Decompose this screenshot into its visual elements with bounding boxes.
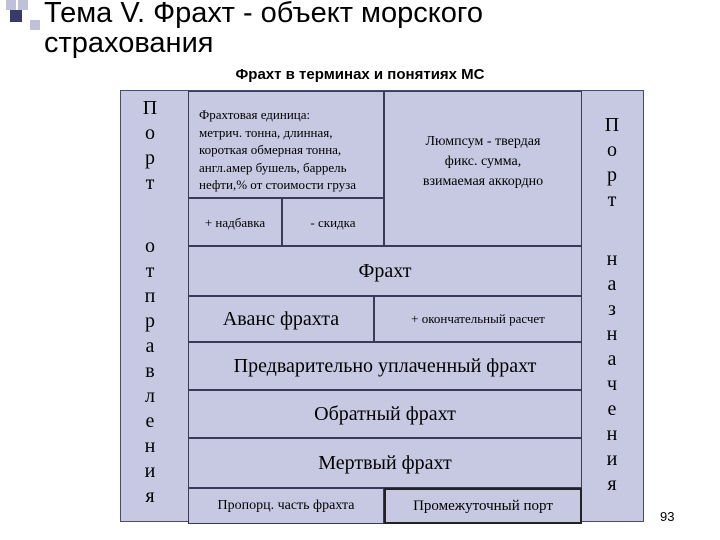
- freight-unit-line: метрич. тонна, длинная,: [199, 124, 333, 140]
- letter: в: [145, 360, 155, 382]
- dead-freight-box: [188, 438, 582, 488]
- return-freight-box: [188, 390, 582, 438]
- pro-rata-box: [188, 488, 384, 524]
- letter: а: [607, 273, 617, 295]
- advance-label: Аванс фрахта: [222, 307, 340, 330]
- letter: т: [145, 260, 155, 282]
- pro-rata-label: Пропорц. часть фрахта: [217, 498, 355, 513]
- letter: з: [608, 298, 616, 320]
- letter: П: [604, 114, 620, 136]
- letter: н: [606, 423, 618, 445]
- letter: н: [144, 435, 156, 457]
- title-line-2: страхования: [44, 27, 214, 59]
- letter: т: [607, 189, 617, 211]
- letter: я: [607, 473, 617, 495]
- intermediate-port-box: [384, 488, 582, 524]
- letter: р: [145, 310, 155, 332]
- final-settlement-label: + окончательный расчет: [411, 311, 545, 326]
- letter: я: [145, 485, 155, 507]
- bullet-icon: [10, 10, 22, 22]
- left-origin-label: [130, 234, 170, 509]
- letter: п: [144, 285, 156, 307]
- letter: р: [607, 164, 617, 186]
- letter: а: [607, 348, 617, 370]
- letter: ч: [606, 373, 618, 395]
- header-deco-square: [6, 0, 16, 10]
- left-port-label: [130, 96, 170, 196]
- letter: о: [145, 122, 155, 144]
- prepaid-freight-box: [188, 342, 582, 390]
- freight-unit-line: нефти,% от стоимости груза: [199, 177, 357, 192]
- freight-box: [188, 246, 582, 296]
- page-title: [44, 0, 483, 58]
- dead-freight-label: Мертвый фрахт: [318, 451, 452, 474]
- advance-box: [188, 296, 374, 342]
- lumpsum-box: [384, 91, 582, 246]
- freight-unit-line: короткая обмерная тонна,: [199, 142, 342, 157]
- letter: л: [145, 385, 155, 407]
- lumpsum-line: взимаемая аккордно: [422, 173, 544, 189]
- letter: н: [606, 323, 618, 345]
- intermediate-port-label: Промежуточный порт: [413, 497, 553, 514]
- page-number: 93: [660, 509, 675, 524]
- letter: а: [145, 335, 155, 357]
- discount-label: - скидка: [310, 215, 356, 230]
- final-settlement-box: [374, 296, 582, 342]
- letter: т: [145, 172, 155, 194]
- letter: е: [607, 398, 617, 420]
- return-freight-label: Обратный фрахт: [314, 402, 456, 425]
- lumpsum-line: фикс. сумма,: [444, 153, 522, 169]
- header-deco-square: [18, 0, 28, 10]
- discount-box: [282, 198, 384, 246]
- letter: и: [144, 460, 156, 482]
- header-deco-square: [30, 20, 40, 30]
- freight-unit-box: [188, 91, 384, 198]
- surcharge-box: [188, 198, 282, 246]
- letter: е: [145, 410, 155, 432]
- freight-label: Фрахт: [358, 259, 412, 282]
- prepaid-freight-label: Предварительно уплаченный фрахт: [233, 354, 537, 377]
- right-destination-label: [592, 247, 632, 497]
- freight-unit-line: Фрахтовая единица:: [199, 107, 311, 122]
- title-line-1: Тема V. Фрахт - объект морского: [44, 0, 483, 29]
- lumpsum-line: Люмпсум - твердая: [425, 133, 541, 149]
- letter: н: [606, 248, 618, 270]
- diagram-subtitle: Фрахт в терминах и понятиях МС: [235, 66, 485, 83]
- letter: о: [607, 139, 617, 161]
- right-port-label: [592, 113, 632, 213]
- freight-unit-line: англ.амер бушель, баррель: [199, 159, 347, 175]
- letter: П: [142, 97, 158, 119]
- letter: и: [606, 448, 618, 470]
- letter: о: [145, 235, 155, 257]
- surcharge-label: + надбавка: [204, 215, 266, 230]
- letter: р: [145, 147, 155, 169]
